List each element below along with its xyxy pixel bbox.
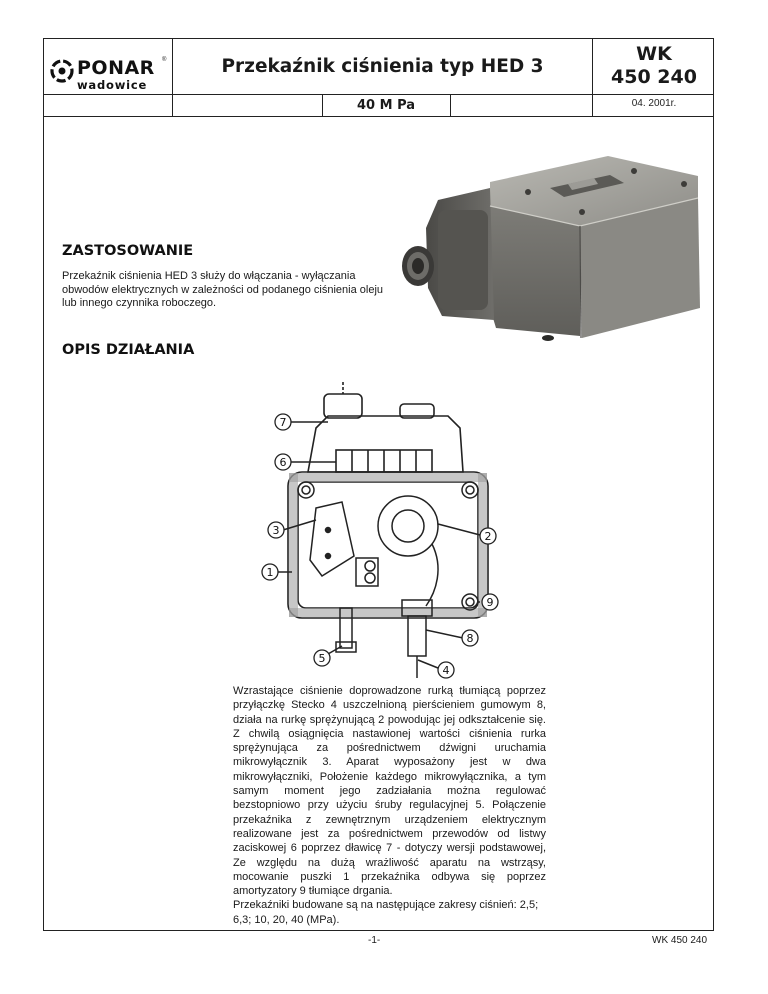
application-heading: ZASTOSOWANIE: [62, 243, 194, 259]
logo-registered-mark: ®: [162, 57, 167, 63]
callout-7: [275, 414, 291, 430]
pressure-ranges-paragraph: Przekaźniki budowane są na następujące zakresy ciśnień: 2,5; 6,3; 10, 20, 40 (MPa).: [233, 899, 539, 926]
svg-text:2: 2: [484, 530, 492, 543]
header-divider: [450, 94, 451, 116]
product-photo: [398, 148, 710, 346]
callout-4: [438, 662, 454, 678]
callout-1: [262, 564, 278, 580]
logo-city: wadowice: [77, 78, 148, 92]
document-code-line1: WK: [636, 43, 672, 65]
pressure-rating: 40 M Pa: [356, 97, 416, 113]
page-number: -1-: [368, 935, 381, 946]
svg-text:6: 6: [279, 456, 287, 469]
ponar-logo-icon: [50, 59, 74, 83]
ponar-logo: [50, 53, 170, 93]
operation-heading: OPIS DZIAŁANIA: [62, 342, 195, 358]
cross-section-diagram: [258, 380, 508, 680]
document-title: Przekaźnik ciśnienia typ HED 3: [221, 56, 544, 77]
svg-text:7: 7: [279, 416, 287, 429]
callout-2: [480, 528, 496, 544]
document-date: 04. 2001r.: [631, 98, 677, 109]
application-paragraph: Przekaźnik ciśnienia HED 3 służy do włączania - wyłączania obwodów elektrycznych w zależności od podanego ciśnienia oleju lub innego czynnika roboczego.: [62, 270, 384, 310]
header-divider: [172, 39, 173, 116]
document-code: [593, 43, 715, 89]
svg-text:4: 4: [442, 664, 450, 677]
footer-document-code: WK 450 240: [652, 935, 708, 946]
svg-text:3: 3: [272, 524, 280, 537]
logo-wordmark: PONAR: [77, 57, 155, 79]
callout-9: [482, 594, 498, 610]
document-code-line2: 450 240: [611, 66, 697, 88]
callout-6: [275, 454, 291, 470]
callout-5: [314, 650, 330, 666]
svg-text:8: 8: [466, 632, 474, 645]
operation-paragraph: Wzrastające ciśnienie doprowadzone rurką tłumiącą poprzez przyłączkę Stecko 4 uszczelnioną pierścieniem gumowym 8, działa na rurkę sprężynującą 2 powodując jej odkształcenie się. Z chwilą osiągnięcia nastawionej wartości ciśnienia rurka sprężynująca za pośrednictwem dźwigni uruchamia mikrowyłącznik 3. Aparat wyposażony jest w dwa mikrowyłączniki, Położenie każdego mikrowyłącznika, a tym samym moment jego zadziałania można regulować bezstopniowo przy użyciu śruby regulacyjnej 5. Połączenie przekaźnika z zewnętrznym urządzeniem elektrycznym realizowane jest za pośrednictwem przewodów od listwy zaciskowej 6 poprzez dławicę 7 - dotyczy wersji podstawowej, Ze względu na dużą wrażliwość aparatu na wstrząsy, mocowanie puszki 1 przekaźnika odbywa się poprzez amortyzatory 9 tłumiące drgania.: [233, 685, 546, 898]
callout-3: [268, 522, 284, 538]
callout-8: [462, 630, 478, 646]
operation-body: [233, 684, 546, 927]
svg-text:1: 1: [266, 566, 274, 579]
svg-text:9: 9: [486, 596, 494, 609]
svg-text:5: 5: [318, 652, 326, 665]
